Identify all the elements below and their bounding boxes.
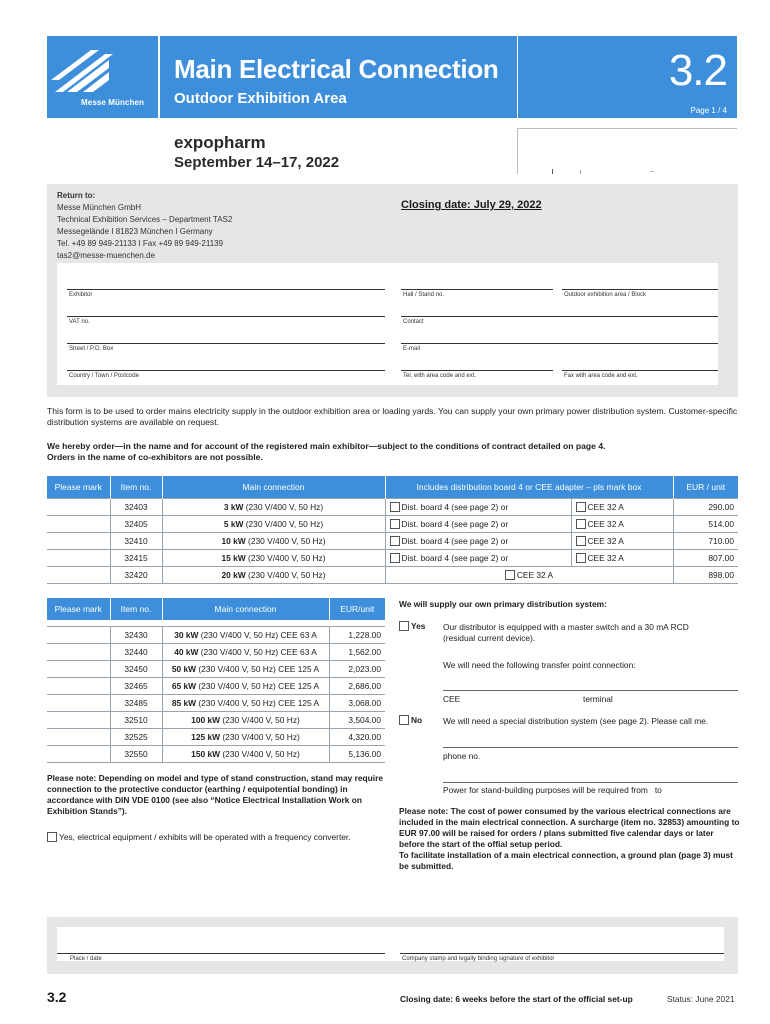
dist-board-checkbox[interactable] [390,502,400,512]
form-number: 3.2 [668,46,727,95]
exhibitor-details-panel [47,184,738,397]
no-option [399,715,422,725]
order-line-1: We hereby order—in the name and for account of the registered main exhibitor—subject to the conditions of contract detailed on page 4. [47,441,606,451]
return-line: tas2@messe-muenchen.de [57,251,155,260]
frequency-checkbox[interactable] [47,832,57,842]
connection-table-large [47,598,385,763]
table-row [47,677,385,694]
kw-value: 150 kW [191,748,221,759]
frequency-option [47,832,351,842]
item-no: 32440 [110,643,162,660]
spec-value: (230 V/400 V, 50 Hz) [220,714,300,725]
office-stamp-box [517,128,737,174]
connection-cell [162,566,385,583]
table-row [47,745,385,762]
logo-text: Messe München [81,98,145,107]
cee-label: CEE 32 A [516,569,554,580]
yes-checkbox[interactable] [399,621,409,631]
col-item-no: Item no. [110,476,162,498]
header-number-block [518,36,737,118]
cost-note [399,806,741,872]
price: 514.00 [673,515,738,532]
dist-board-checkbox[interactable] [390,519,400,529]
event-dates: September 14–17, 2022 [174,154,340,171]
cee-cell [571,515,673,532]
email-label: E-mail [403,346,421,352]
mark-cell[interactable] [47,626,110,643]
cee-label: CEE 32 A [587,552,624,563]
vat-label: VAT no. [69,319,90,325]
event-name: expopharm [174,133,266,152]
connection-cell [162,643,329,660]
col-please-mark: Please mark [47,598,110,620]
col-distribution: Includes distribution board 4 or CEE adapter – pls mark box [385,476,673,498]
return-label: Return to: [57,191,96,200]
return-line: Messe München GmbH [57,203,142,212]
price: 4,320.00 [329,728,385,745]
dist-board-cell [385,532,571,549]
no-text: We will need a special distribution system (see page 2). Please call me. [443,716,709,726]
item-no: 32450 [110,660,162,677]
table-row [47,626,385,643]
dist-board-cell [385,498,571,515]
connection-cell [162,745,329,762]
tel-field[interactable] [401,370,553,371]
price: 5,136.00 [329,745,385,762]
dist-board-label: Dist. board 4 (see page 2) or [401,552,509,563]
no-label: No [411,715,423,725]
table-row [47,728,385,745]
terminal-label: terminal [583,694,613,704]
price: 290.00 [673,498,738,515]
table-row [47,643,385,660]
item-no: 32525 [110,728,162,745]
item-no: 32550 [110,745,162,762]
header-title-block [160,36,517,118]
spec-value: (230 V/400 V, 50 Hz) CEE 125 A [196,697,320,708]
yes-option [399,621,425,631]
cee-checkbox[interactable] [576,502,586,512]
return-line: Technical Exhibition Services – Department TAS2 [57,215,233,224]
mark-cell[interactable] [47,532,110,549]
dist-board-checkbox[interactable] [390,553,400,563]
dist-board-cell [385,515,571,532]
connection-cell [162,728,329,745]
power-building-line[interactable] [443,782,738,783]
kw-value: 125 kW [191,731,221,742]
col-please-mark: Please mark [47,476,110,498]
footer-closing: Closing date: 6 weeks before the start of the official set-up [400,994,633,1004]
connection-table-small [47,476,738,584]
closing-date: Closing date: July 29, 2022 [401,199,542,211]
col-item-no: Item no. [110,598,162,620]
kw-value: 50 kW [171,663,197,674]
footer-status: Status: June 2021 [667,994,735,1004]
email-field[interactable] [401,343,718,344]
table-row [47,566,738,583]
table-row [47,694,385,711]
mark-cell[interactable] [47,728,110,745]
power-building-to: to [654,785,662,795]
vat-field[interactable] [67,316,385,317]
col-eur-unit: EUR/unit [329,598,385,620]
cee-checkbox[interactable] [576,536,586,546]
table-row [47,549,738,566]
yes-text-2: (residual current device). [443,633,536,643]
connection-cell [162,677,329,694]
cee-label: CEE [443,694,461,704]
dist-board-label: Dist. board 4 (see page 2) or [401,535,509,546]
no-checkbox[interactable] [399,715,409,725]
item-no: 32405 [110,515,162,532]
mark-cell[interactable] [47,549,110,566]
outdoor-area-label: Outdoor exhibition area / Block [564,292,647,298]
exhibitor-fields [57,263,718,385]
connection-cell [162,498,385,515]
kw-value: 40 kW [174,646,199,657]
spec-value: (230 V/400 V, 50 Hz) CEE 63 A [198,629,317,640]
signature-label: Company stamp and legally binding signature of exhibitor [402,956,555,962]
price: 898.00 [673,566,738,583]
table-row [47,515,738,532]
cee-checkbox[interactable] [505,570,515,580]
order-line-2: Orders in the name of co-exhibitors are not possible. [47,452,263,462]
country-field[interactable] [67,370,385,371]
mark-cell[interactable] [47,515,110,532]
table-row [47,532,738,549]
contact-label: Contact [403,319,424,325]
yes-label: Yes [411,621,426,631]
price: 1,562.00 [329,643,385,660]
price: 1,228.00 [329,626,385,643]
dist-board-label: Dist. board 4 (see page 2) or [401,501,509,512]
mark-cell[interactable] [47,745,110,762]
cee-cell [385,566,673,583]
outdoor-area-field[interactable] [562,289,718,290]
order-statement [47,441,747,463]
kw-value: 10 kW [221,535,246,546]
kw-value: 15 kW [221,552,246,563]
footer-form-number: 3.2 [47,989,67,1005]
kw-value: 65 kW [171,680,197,691]
cee-checkbox[interactable] [576,519,586,529]
spec-value: (230 V/400 V, 50 Hz) [243,518,324,529]
contact-field[interactable] [401,316,718,317]
fax-field[interactable] [562,370,718,371]
mark-cell[interactable] [47,711,110,728]
frequency-label: Yes, electrical equipment / exhibits will be operated with a frequency converter. [59,832,351,842]
mark-cell[interactable] [47,643,110,660]
street-field[interactable] [67,343,385,344]
page-indicator: Page 1 / 4 [690,106,727,115]
price: 3,504.00 [329,711,385,728]
kw-value: 20 kW [221,569,246,580]
country-label: Country / Town / Postcode [69,373,139,379]
tel-label: Tel. with area code and ext. [403,373,477,379]
spec-value: (230 V/400 V, 50 Hz) CEE 125 A [196,680,320,691]
return-address [57,190,232,262]
place-date-label: Place / date [70,956,102,962]
spec-value: (230 V/400 V, 50 Hz) [245,569,326,580]
spec-value: (230 V/400 V, 50 Hz) [220,748,300,759]
mark-cell[interactable] [47,498,110,515]
connection-cell [162,711,329,728]
price: 3,068.00 [329,694,385,711]
item-no: 32415 [110,549,162,566]
cost-note-p2: To facilitate installation of a main electrical connection, a ground plan (page 3) must be submitted. [399,850,733,871]
spec-value: (230 V/400 V, 50 Hz) [220,731,300,742]
dist-board-cell [385,549,571,566]
mark-cell[interactable] [47,660,110,677]
kw-value: 3 kW [223,501,244,512]
spec-value: (230 V/400 V, 50 Hz) [245,552,326,563]
power-building-text: Power for stand-building purposes will be required from [443,785,648,795]
col-main-connection: Main connection [162,598,329,620]
mark-cell[interactable] [47,694,110,711]
cee-label: CEE 32 A [587,518,624,529]
connection-cell [162,532,385,549]
street-label: Street / P.O. Box [69,346,114,352]
spec-value: (230 V/400 V, 50 Hz) CEE 125 A [196,663,320,674]
mark-cell[interactable] [47,677,110,694]
cee-cell [571,532,673,549]
item-no: 32410 [110,532,162,549]
return-line: Messegelände I 81823 München I Germany [57,227,213,236]
phone-label: phone no. [443,751,481,761]
kw-value: 30 kW [174,629,199,640]
table-row [47,660,385,677]
own-supply-heading: We will supply our own primary distribution system: [399,599,607,609]
cee-cell [571,549,673,566]
cee-label: CEE 32 A [587,501,624,512]
item-no: 32403 [110,498,162,515]
connection-cell [162,626,329,643]
dist-board-label: Dist. board 4 (see page 2) or [401,518,509,529]
yes-text-1: Our distributor is equipped with a master switch and a 30 mA RCD [443,622,689,632]
col-main-connection: Main connection [162,476,385,498]
form-subtitle: Outdoor Exhibition Area [174,90,347,107]
item-no: 32485 [110,694,162,711]
phone-line[interactable] [443,747,738,748]
signature-panel [47,917,738,974]
spec-value: (230 V/400 V, 50 Hz) [245,535,326,546]
transfer-line[interactable] [443,690,738,691]
hall-stand-label: Hall / Stand no. [403,292,445,298]
power-building-label [443,785,662,795]
col-eur-unit: EUR / unit [673,476,738,498]
price: 807.00 [673,549,738,566]
cee-checkbox[interactable] [576,553,586,563]
fax-label: Fax with area code and ext. [564,373,638,379]
connection-cell [162,694,329,711]
item-no: 32420 [110,566,162,583]
item-no: 32465 [110,677,162,694]
brand-logo-block [47,36,158,118]
price: 2,686.00 [329,677,385,694]
cost-note-p1: Please note: The cost of power consumed by the various electrical connections are included in the main electrical connection. A surcharge (item no. 32853) amounting to EUR 97.00 will be raised for orders / plans submitted five calendar days or later before the start of the offial setup period. [399,806,740,849]
price: 2,023.00 [329,660,385,677]
connection-cell [162,515,385,532]
item-no: 32430 [110,626,162,643]
spec-value: (230 V/400 V, 50 Hz) [243,501,324,512]
transfer-text: We will need the following transfer point connection: [443,660,636,670]
kw-value: 5 kW [223,518,244,529]
form-title: Main Electrical Connection [174,54,499,84]
signature-line[interactable] [400,953,724,954]
cee-label: CEE 32 A [587,535,624,546]
table-row [47,711,385,728]
mark-cell[interactable] [47,566,110,583]
kw-value: 100 kW [191,714,221,725]
earthing-note: Please note: Depending on model and type of stand construction, stand may require connection to the protective conductor (earthing / equipotential bonding) in accordance with DIN VDE 0100 (see also “Notice Electrical Installation Work on Exhibition Stands”). [47,773,383,816]
item-no: 32510 [110,711,162,728]
cee-cell [571,498,673,515]
return-line: Tel. +49 89 949-21133 I Fax +49 89 949-21139 [57,239,224,248]
connection-cell [162,660,329,677]
intro-text: This form is to be used to order mains electricity supply in the outdoor exhibition area or loading yards. You can supply your own primary power distribution system. Customer-specific distribution systems are available on request. [47,406,738,427]
signature-area[interactable] [57,927,724,961]
dist-board-checkbox[interactable] [390,536,400,546]
connection-cell [162,549,385,566]
spec-value: (230 V/400 V, 50 Hz) CEE 63 A [198,646,317,657]
exhibitor-label: Exhibitor [69,292,93,298]
price: 710.00 [673,532,738,549]
table-row [47,498,738,515]
place-date-line[interactable] [57,953,385,954]
exhibitor-field[interactable] [67,289,385,290]
yes-description [443,622,689,644]
kw-value: 85 kW [171,697,197,708]
hall-stand-field[interactable] [401,289,553,290]
